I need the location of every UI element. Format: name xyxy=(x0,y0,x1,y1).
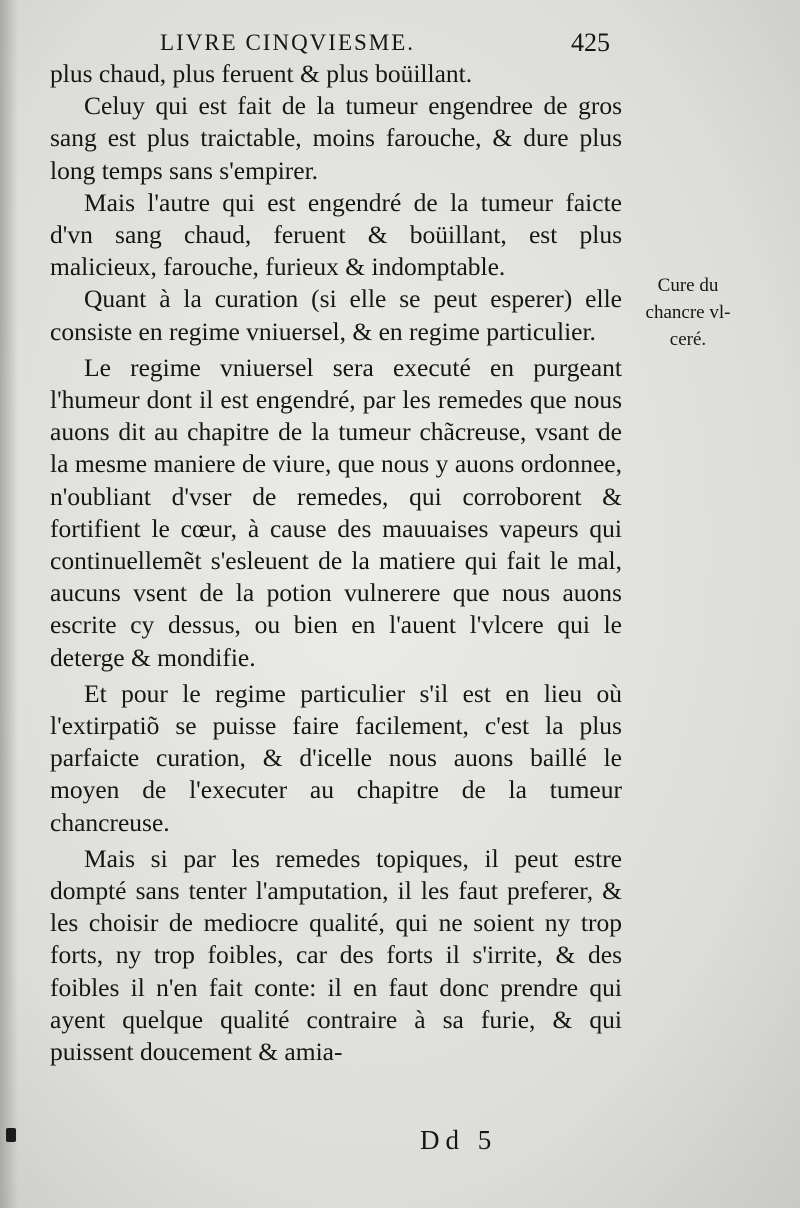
paragraph: Mais si par les remedes topiques, il peut estre dompté sans tenter l'amputation, il les faut preferer, & les choisir de mediocre qualité, qui ne soient ny trop forts, ny trop foibles, car des forts il s'irrite, & des foibles il n'en fait conte: il en faut donc prendre qui ayent quelque qualité contraire à sa furie, & qui puissent doucement & amia- xyxy=(50,843,622,1067)
main-text xyxy=(50,58,622,1068)
paragraph: Quant à la curation (si elle se peut esperer) elle consiste en regime vniuersel, & en regime particulier. xyxy=(50,284,622,346)
paragraph-continuation: plus chaud, plus feruent & plus boüillant. xyxy=(50,59,473,88)
marginal-note xyxy=(628,272,748,353)
page-number: 425 xyxy=(571,28,610,57)
marginal-note-line: chancre vl- xyxy=(645,302,731,323)
paragraph: Et pour le regime particulier s'il est en lieu où l'extirpatiõ se puisse faire facilement, c'est la plus parfaicte curation, & d'icelle nous auons baillé le moyen de l'executer au chapitre de la tumeur chancreuse. xyxy=(50,678,622,837)
paragraph: Celuy qui est fait de la tumeur engendree de gros sang est plus traictable, moins farouche, & dure plus long temps sans s'empirer. xyxy=(50,91,622,185)
page-edge-shadow xyxy=(0,0,18,1208)
signature-mark: Dd 5 xyxy=(420,1125,498,1155)
paragraph: Le regime vniuersel sera executé en purgeant l'humeur dont il est engendré, par les remedes que nous auons dit au chapitre de la tumeur chãcreuse, vsant de la mesme maniere de viure, que nous y auons ordonnee, n'oubliant d'vser de remedes, qui corroborent & fortifient le cœur, à cause des mauuaises vapeurs qui continuellemẽt s'esleuent de la matiere qui fait le mal, aucuns vsent de la potion vulnerere que nous auons escrite cy dessus, ou bien en l'auent l'vlcere qui le deterge & mondifie. xyxy=(50,352,622,672)
ink-blot xyxy=(6,1128,16,1142)
marginal-note-line: ceré. xyxy=(669,329,707,350)
marginal-note-line: Cure du xyxy=(657,275,719,296)
running-head-title: LIVRE CINQVIESME. xyxy=(160,30,416,55)
paragraph: Mais l'autre qui est engendré de la tumeur faicte d'vn sang chaud, feruent & boüillant, est plus malicieux, farouche, furieux & indomptable. xyxy=(50,187,622,282)
running-head xyxy=(160,28,610,62)
